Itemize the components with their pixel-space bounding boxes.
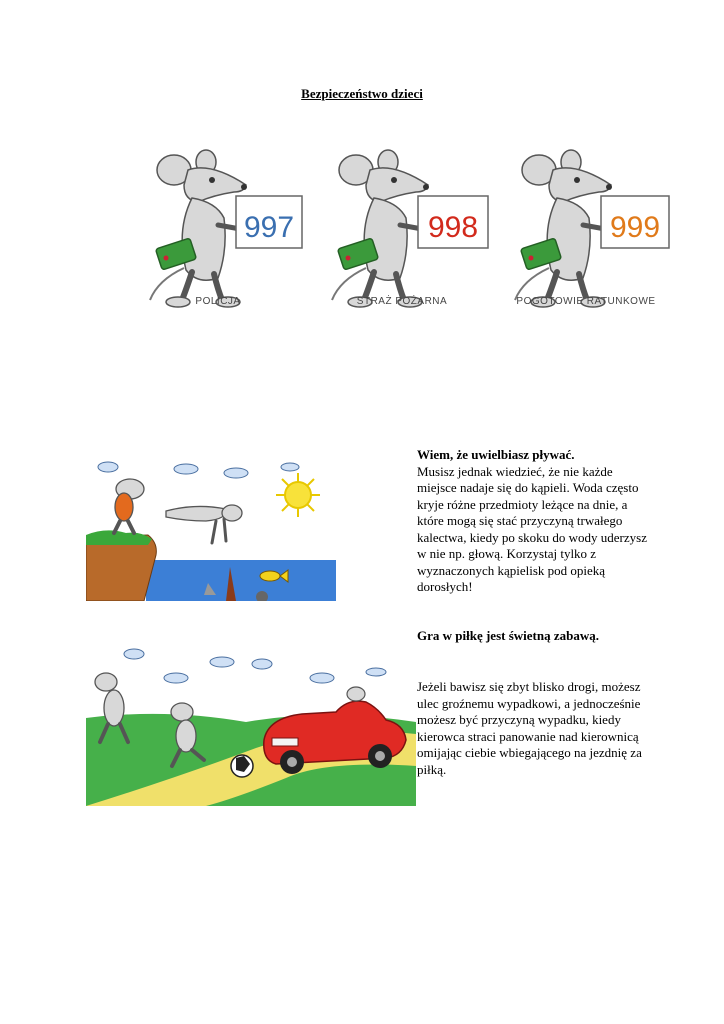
page-title: Bezpieczeństwo dzieci	[301, 86, 423, 101]
section-body: Musisz jednak wiedzieć, że nie każde miejsce nadaje się do kąpieli. Woda często kryje różne przedmioty leżące na dnie, a które mogą się stać przyczyną trwałego kalectwa, kiedy po skoku do wody uderzysz w nie np. głową. Korzystaj tylko z wyznaczonych kąpielisk pod opieką dorosłych!	[417, 463, 647, 594]
emergency-card-straz	[332, 150, 488, 307]
section-body: Jeżeli bawisz się zbyt blisko drogi, możesz ulec groźnemu wypadkowi, a jednocześnie możesz być przyczyną wypadku, kiedy kierowca straci panowanie nad kierownicą omijając ciebie wbiegającego na jezdnię za piłką.	[417, 679, 642, 777]
swimming-section	[417, 447, 649, 596]
sun-icon	[276, 473, 320, 517]
emergency-label: STRAŻ POŻARNA	[356, 296, 448, 307]
section-heading: Wiem, że uwielbiasz pływać.	[417, 447, 575, 462]
emergency-numbers-illustration	[118, 130, 690, 340]
emergency-number: 999	[609, 211, 661, 244]
water	[146, 560, 336, 601]
emergency-number: 997	[243, 211, 295, 244]
emergency-card-policja	[150, 150, 302, 307]
section-heading: Gra w piłkę jest świetną zabawą.	[417, 628, 599, 643]
emergency-label: POGOTOWIE RATUNKOWE	[516, 296, 656, 307]
emergency-card-pogotowie	[515, 150, 669, 307]
ball-body-section	[417, 679, 649, 778]
swimming-illustration	[86, 455, 336, 601]
ball-road-illustration	[86, 638, 416, 806]
ball-heading-section	[417, 628, 649, 645]
emergency-number: 998	[427, 211, 479, 244]
emergency-label: POLICJA	[195, 296, 241, 307]
